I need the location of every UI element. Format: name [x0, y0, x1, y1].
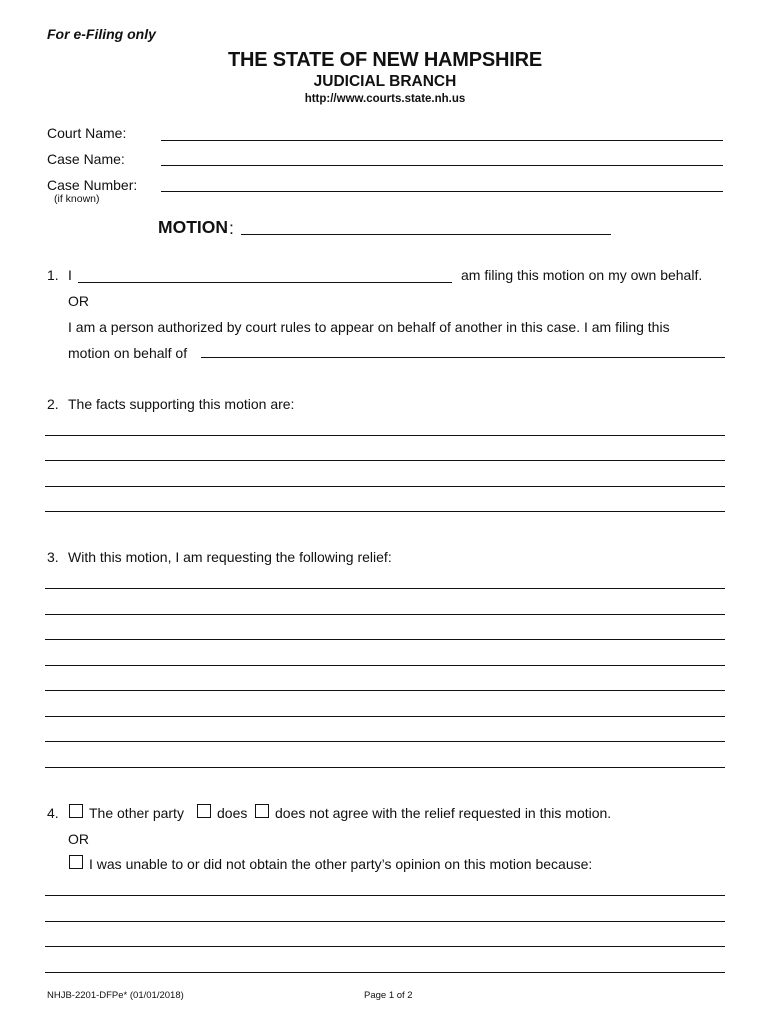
relief-line[interactable]	[45, 767, 725, 768]
case-number-note: (if known)	[54, 193, 100, 205]
page-number: Page 1 of 2	[364, 990, 413, 1001]
item1-prefix: I	[68, 267, 72, 283]
item1-authorized-line2: motion on behalf of	[68, 345, 188, 361]
item2-text: The facts supporting this motion are:	[68, 396, 295, 412]
item4-number: 4.	[47, 805, 59, 821]
court-url[interactable]: http://www.courts.state.nh.us	[304, 93, 466, 105]
efiling-notice: For e-Filing only	[47, 26, 156, 42]
item3-number: 3.	[47, 549, 59, 565]
form-id: NHJB-2201-DFPe* (01/01/2018)	[47, 990, 184, 1001]
court-name-field[interactable]	[161, 140, 723, 141]
relief-line[interactable]	[45, 741, 725, 742]
case-name-field[interactable]	[161, 165, 723, 166]
court-name-label: Court Name:	[47, 125, 127, 141]
reason-line[interactable]	[45, 972, 725, 973]
relief-line[interactable]	[45, 665, 725, 666]
facts-line[interactable]	[45, 486, 725, 487]
unable-checkbox[interactable]	[69, 855, 83, 869]
item4-or: OR	[68, 831, 89, 847]
facts-line[interactable]	[45, 511, 725, 512]
item1-authorized-line1: I am a person authorized by court rules to appear on behalf of another in this case. I am filing this	[68, 319, 670, 335]
case-number-label: Case Number:	[47, 177, 138, 193]
motion-colon: :	[229, 218, 234, 238]
item2-number: 2.	[47, 396, 59, 412]
item4-does-not: does not agree with the relief requested in this motion.	[275, 805, 612, 821]
item4-unable: I was unable to or did not obtain the other party’s opinion on this motion because:	[89, 856, 593, 872]
facts-line[interactable]	[45, 460, 725, 461]
behalf-of-field[interactable]	[201, 357, 725, 358]
does-not-checkbox[interactable]	[255, 804, 269, 818]
item3-text: With this motion, I am requesting the following relief:	[68, 549, 392, 565]
item4-other-party: The other party	[89, 805, 184, 821]
does-checkbox[interactable]	[197, 804, 211, 818]
reason-line[interactable]	[45, 895, 725, 896]
item1-number: 1.	[47, 267, 59, 283]
page-title: THE STATE OF NEW HAMPSHIRE	[227, 49, 543, 71]
item1-or: OR	[68, 293, 89, 309]
relief-line[interactable]	[45, 614, 725, 615]
item4-does: does	[217, 805, 248, 821]
case-name-label: Case Name:	[47, 151, 125, 167]
branch-subtitle: JUDICIAL BRANCH	[313, 73, 457, 90]
motion-type-field[interactable]	[241, 234, 611, 235]
relief-line[interactable]	[45, 716, 725, 717]
other-party-checkbox[interactable]	[69, 804, 83, 818]
relief-line[interactable]	[45, 588, 725, 589]
filer-name-field[interactable]	[78, 282, 452, 283]
motion-label: MOTION	[158, 217, 228, 237]
item1-suffix: am filing this motion on my own behalf.	[461, 267, 703, 283]
facts-line[interactable]	[45, 435, 725, 436]
reason-line[interactable]	[45, 946, 725, 947]
reason-line[interactable]	[45, 921, 725, 922]
relief-line[interactable]	[45, 690, 725, 691]
relief-line[interactable]	[45, 639, 725, 640]
case-number-field[interactable]	[161, 191, 723, 192]
